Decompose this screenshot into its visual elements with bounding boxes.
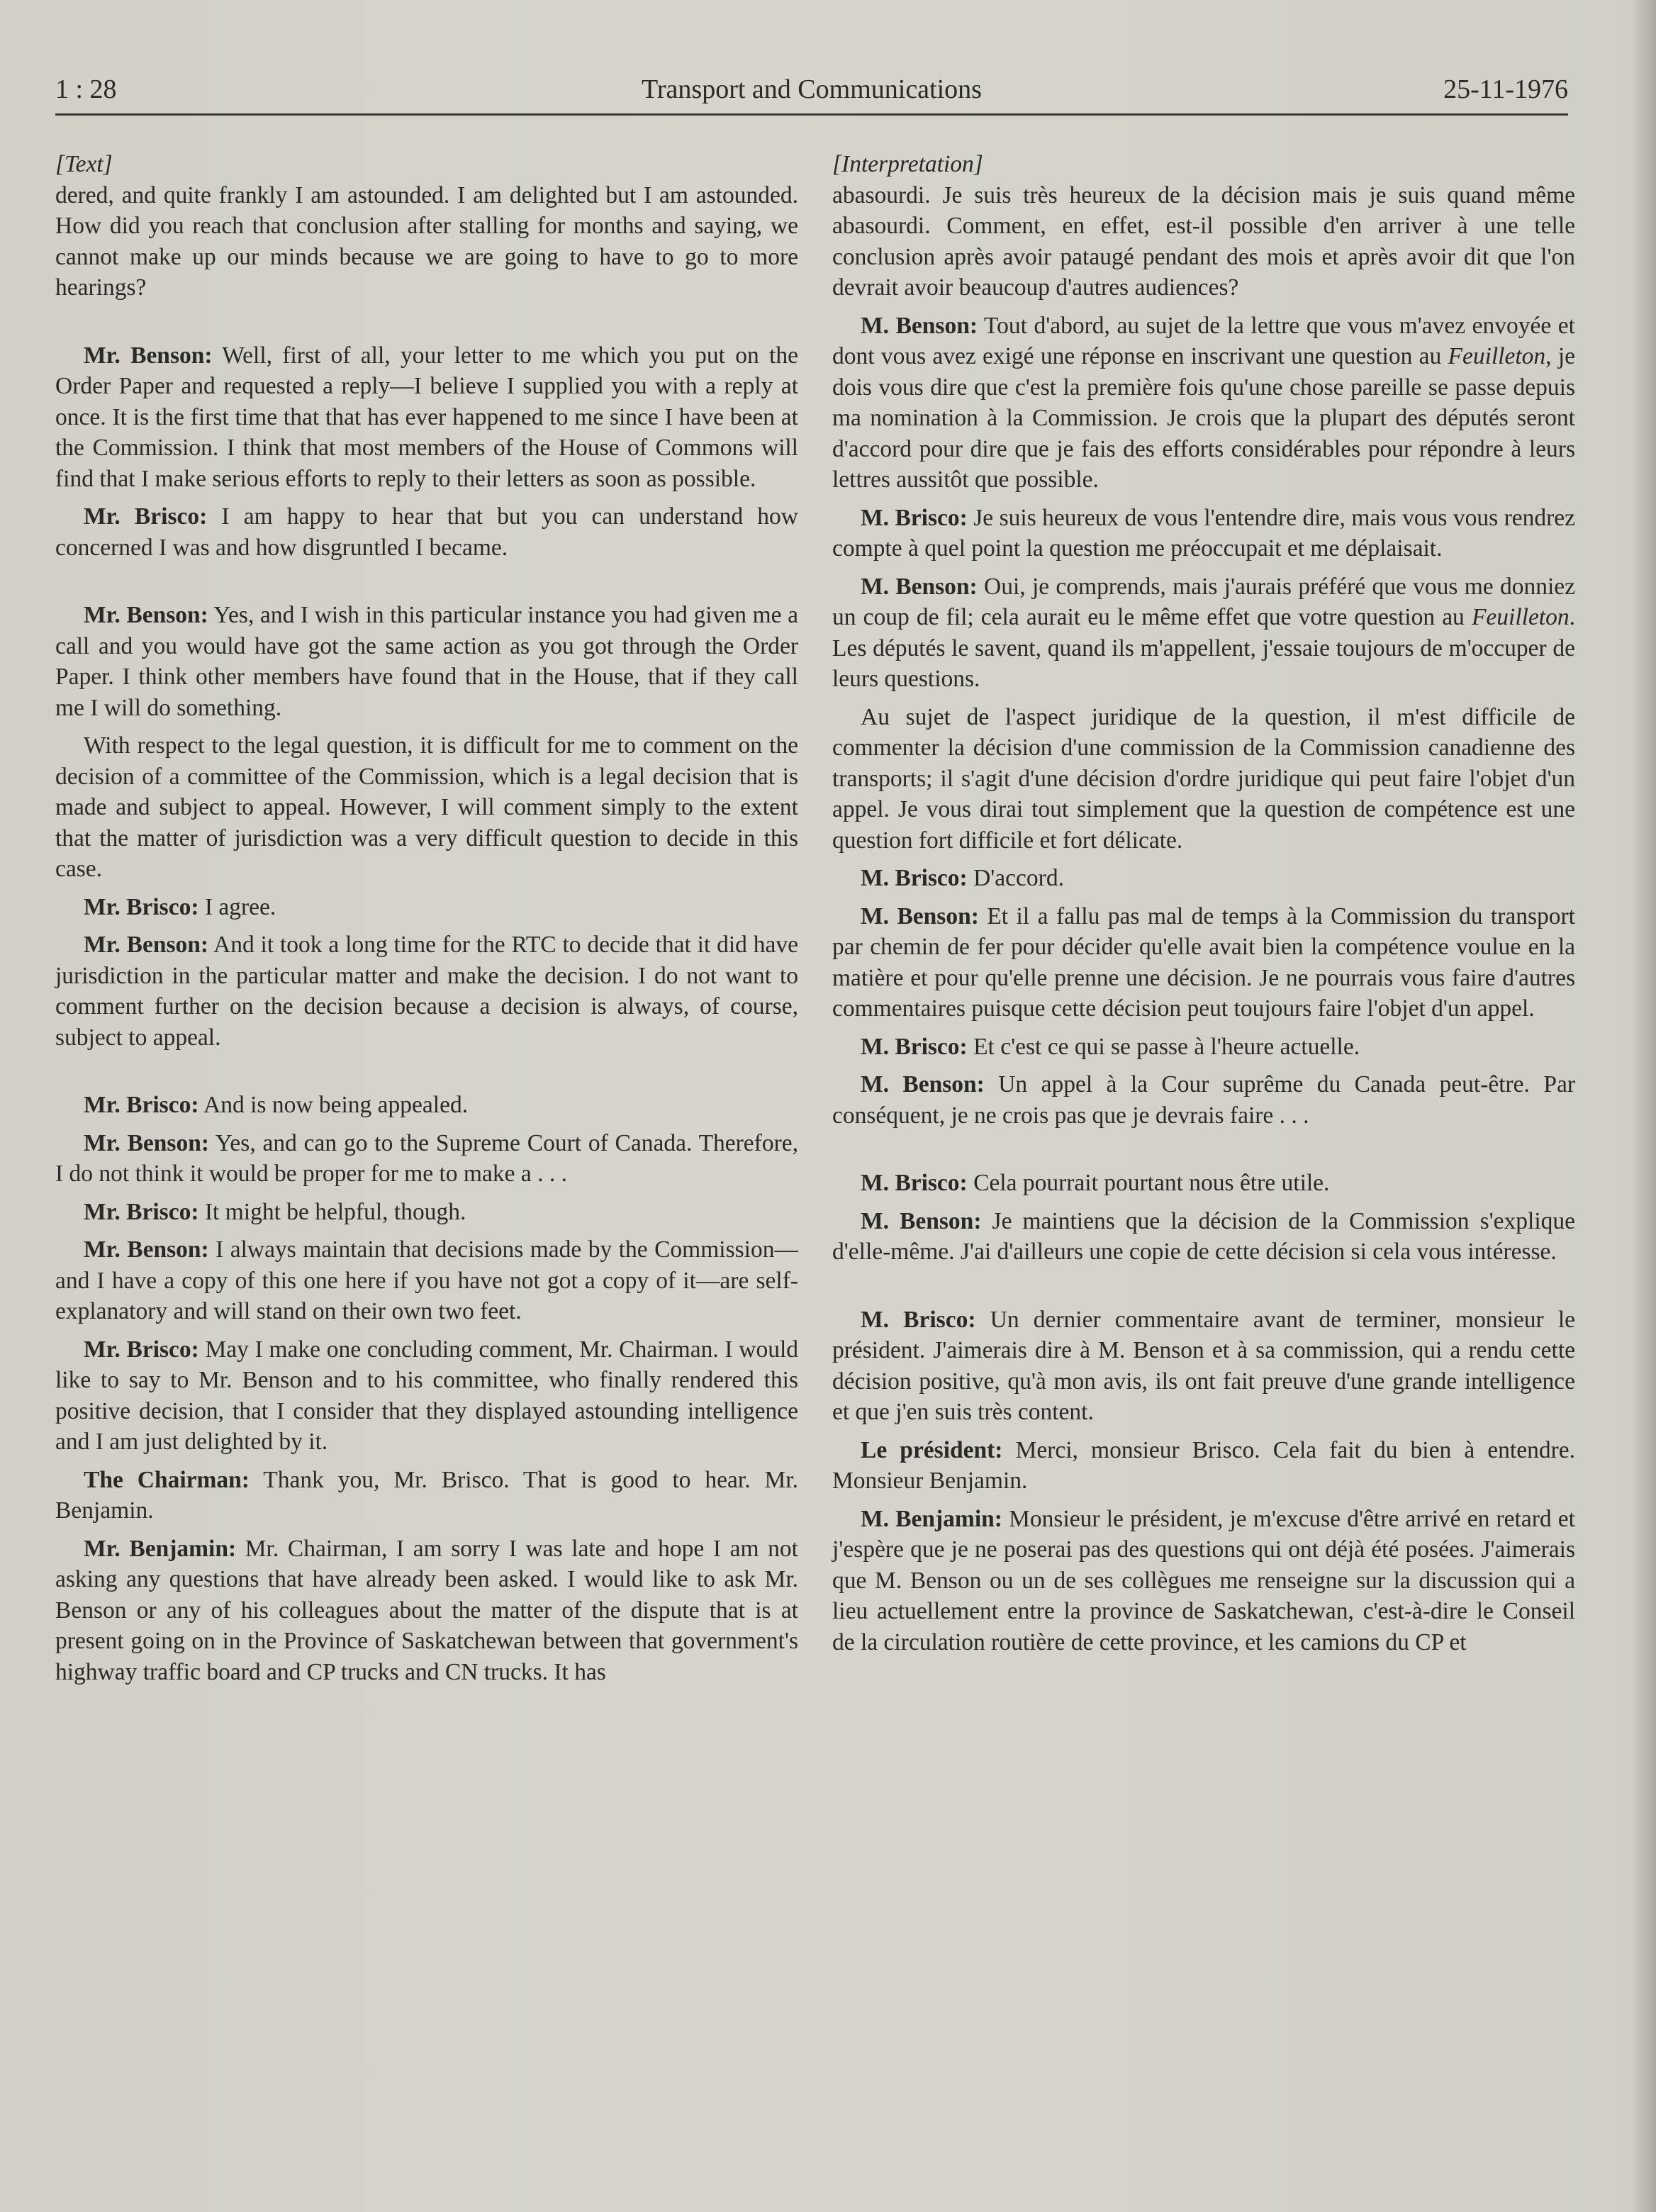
- speaker-name: M. Brisco:: [861, 504, 968, 531]
- speaker-name: Mr. Brisco:: [84, 1092, 199, 1118]
- page-number: 1 : 28: [55, 74, 117, 104]
- speech-text: It might be helpful, though.: [198, 1198, 466, 1225]
- paragraph: [832, 1032, 1575, 1063]
- paragraph: [55, 1534, 798, 1688]
- speech-text: Tout d'abord, au sujet de la lettre que vous m'avez envoyée et dont vous avez exigé une réponse en inscrivant une question au: [832, 312, 1575, 369]
- speaker-name: The Chairman:: [84, 1466, 250, 1493]
- paragraph: [832, 571, 1575, 695]
- speaker-name: M. Benson:: [861, 573, 978, 600]
- speaker-name: M. Benson:: [861, 903, 979, 929]
- english-column: [55, 149, 798, 1687]
- speaker-name: Le président:: [861, 1436, 1003, 1463]
- speech-text: And it took a long time for the RTC to decide that it did have jurisdiction in the particular matter and make the decision. I do not want to comment further on the decision because a decision is always, of course, subject to appeal.: [55, 932, 798, 1051]
- speaker-name: Mr. Benson:: [84, 602, 208, 628]
- paragraph: [832, 1206, 1575, 1268]
- speech-text: I always maintain that decisions made by the Commission—and I have a copy of this one here if you have not got a copy of it—are self-explanatory and will stand on their own two feet.: [55, 1236, 798, 1324]
- paragraph: [832, 503, 1575, 564]
- header-date: 25-11-1976: [1443, 74, 1568, 104]
- page-edge-shadow: [1630, 0, 1656, 2212]
- speech-text: Mr. Chairman, I am sorry I was late and hope I am not asking any questions that have already been asked. I would like to ask Mr. Benson or any of his colleagues about the matter of the dispute that is at present going on in the Province of Saskatchewan between that government's highway traffic board and CP trucks and CN trucks. It has: [55, 1535, 798, 1685]
- speaker-name: M. Brisco:: [861, 865, 968, 891]
- speaker-name: M. Benson:: [861, 1071, 985, 1097]
- paragraph: [832, 1069, 1575, 1131]
- speaker-name: Mr. Brisco:: [84, 1198, 199, 1225]
- speaker-name: M. Brisco:: [861, 1306, 976, 1333]
- speech-text: I agree.: [198, 893, 276, 920]
- paragraph: [55, 501, 798, 563]
- paragraph: [55, 1197, 798, 1228]
- section-label: [Text]: [55, 151, 113, 177]
- paragraph: [55, 1128, 798, 1190]
- speaker-name: Mr. Benson:: [84, 342, 213, 369]
- paragraph: [55, 600, 798, 723]
- paragraph: [55, 1234, 798, 1327]
- speaker-name: Mr. Brisco:: [84, 503, 208, 530]
- speech-text: Je suis heureux de vous l'entendre dire, mais vous vous rendrez compte à quel point la question me préoccupait et me déplaisait.: [832, 504, 1575, 562]
- paragraph: [55, 892, 798, 923]
- speaker-name: M. Benson:: [861, 312, 978, 339]
- speech-text: Un dernier commentaire avant de terminer, monsieur le président. J'aimerais dire à M. Benson et à sa commission, qui a rendu cette décision positive, qu'à mon avis, ils ont fait preuve d'une grande intelligence et que j'en suis très content.: [832, 1306, 1576, 1425]
- speech-text: Monsieur le président, je m'excuse d'être arrivé en retard et j'espère que je ne poserai pas des questions qui ont déjà été posées. J'aimerais que M. Benson ou un de ses collègues me renseigne sur la discussion qui a lieu actuellement entre la province de Saskatchewan, c'est-à-dire le Conseil de la circulation routière de cette province, et les camions du CP et: [832, 1505, 1575, 1655]
- paragraph: With respect to the legal question, it is difficult for me to comment on the decision of a committee of the Commission, which is a legal decision that is made and subject to appeal. However, I will comment simply to the extent that the matter of jurisdiction was a very difficult question to decide in this case.: [55, 732, 798, 882]
- paragraph: [832, 1435, 1575, 1497]
- speech-text: Yes, and I wish in this particular instance you had given me a call and you would have got the same action as you got through the Order Paper. I think other members have found that in the House, that if they call me I will do something.: [55, 602, 798, 721]
- speaker-name: Mr. Brisco:: [84, 893, 199, 920]
- speech-text: Et c'est ce qui se passe à l'heure actuelle.: [967, 1033, 1360, 1060]
- speech-text: Oui, je comprends, mais j'aurais préféré que vous me donniez un coup de fil; cela aurait eu le même effet que votre question au: [832, 573, 1575, 630]
- speaker-name: Mr. Benson:: [84, 1236, 209, 1263]
- speech-text: Un appel à la Cour suprême du Canada peut-être. Par conséquent, je ne crois pas que je devrais faire . . .: [832, 1071, 1575, 1129]
- speaker-name: Mr. Benjamin:: [84, 1535, 237, 1562]
- paragraph: [55, 1465, 798, 1526]
- section-label: [Interpretation]: [832, 151, 983, 177]
- speaker-name: M. Brisco:: [861, 1033, 968, 1060]
- speaker-name: M. Benjamin:: [861, 1505, 1002, 1532]
- paragraph: Au sujet de l'aspect juridique de la question, il m'est difficile de commenter la décision d'une commission de la Commission canadienne des transports; il s'agit d'une décision d'ordre juridique qui peut faire l'objet d'un appel. Je vous dirai tout simplement que la question de compétence est une question fort difficile et fort délicate.: [832, 703, 1575, 854]
- paragraph: [832, 311, 1575, 496]
- speech-text: , je dois vous dire que c'est la première fois qu'une chose pareille se passe depuis ma nomination à la Commission. Je crois que la plupart des députés seront d'accord pour dire que je fais des efforts considérables pour répondre à leurs lettres aussitôt que possible.: [832, 343, 1575, 493]
- speech-text: And is now being appealed.: [198, 1092, 469, 1118]
- speech-text: Well, first of all, your letter to me which you put on the Order Paper and requested a reply—I believe I supplied you with a reply at once. It is the first time that that has ever happened to me since I have been at the Commission. I think that most members of the House of Commons will find that I make serious efforts to reply to their letters as soon as possible.: [55, 342, 798, 492]
- paragraph: [832, 1305, 1575, 1428]
- page-header: [55, 71, 1568, 116]
- speech-text: . Les députés le savent, quand ils m'appellent, j'essaie toujours de m'occuper de leurs questions.: [832, 604, 1575, 692]
- speaker-name: Mr. Benson:: [84, 1129, 210, 1156]
- paragraph: [55, 1334, 798, 1458]
- speech-text: Je maintiens que la décision de la Commission s'explique d'elle-même. J'ai d'ailleurs une copie de cette décision si cela vous intéresse.: [832, 1207, 1575, 1265]
- paragraph: [55, 929, 798, 1053]
- speech-text: Cela pourrait pourtant nous être utile.: [967, 1170, 1330, 1196]
- speech-text: Yes, and can go to the Supreme Court of Canada. Therefore, I do not think it would be proper for me to make a . . .: [55, 1129, 798, 1187]
- speaker-name: M. Benson:: [861, 1207, 982, 1234]
- speech-text: I am happy to hear that but you can understand how concerned I was and how disgruntled I became.: [55, 503, 798, 561]
- paragraph: [832, 1504, 1575, 1658]
- speaker-name: Mr. Brisco:: [84, 1336, 199, 1363]
- running-title: Transport and Communications: [642, 74, 982, 104]
- paragraph: [832, 901, 1575, 1024]
- paragraph: [55, 340, 798, 495]
- paragraph: abasourdi. Je suis très heureux de la décision mais je suis quand même abasourdi. Comment, en effet, est-il possible d'en arriver à une telle conclusion après avoir pataugé pendant des mois et après avoir dit que l'on devrait avoir beaucoup d'autres audiences?: [832, 181, 1575, 301]
- paragraph: dered, and quite frankly I am astounded. I am delighted but I am astounded. How did you reach that conclusion after stalling for months and saying, we cannot make up our minds because we are going to have to go to more hearings?: [55, 181, 798, 301]
- emphasis-text: Feuilleton: [1471, 604, 1570, 630]
- speech-text: Thank you, Mr. Brisco. That is good to hear. Mr. Benjamin.: [55, 1466, 798, 1524]
- paragraph: [55, 1090, 798, 1121]
- paragraph: [832, 863, 1575, 894]
- speaker-name: M. Brisco:: [861, 1170, 968, 1196]
- speaker-name: Mr. Benson:: [84, 932, 209, 958]
- speech-text: Et il a fallu pas mal de temps à la Commission du transport par chemin de fer pour décider qu'elle avait bien la compétence voulue en la matière et pour qu'elle prenne une décision. Je ne pourrais vous faire d'autres commentaires puisque cette décision peut toujours faire l'objet d'un appel.: [832, 903, 1575, 1022]
- french-column: [832, 149, 1575, 1658]
- speech-text: May I make one concluding comment, Mr. Chairman. I would like to say to Mr. Benson and to his committee, who finally rendered this positive decision, that I consider that they displayed astounding intelligence and I am just delighted by it.: [55, 1336, 799, 1455]
- emphasis-text: Feuilleton: [1448, 343, 1546, 369]
- paragraph: [832, 1168, 1575, 1199]
- speech-text: Merci, monsieur Brisco. Cela fait du bien à entendre. Monsieur Benjamin.: [832, 1436, 1575, 1494]
- speech-text: D'accord.: [967, 865, 1064, 891]
